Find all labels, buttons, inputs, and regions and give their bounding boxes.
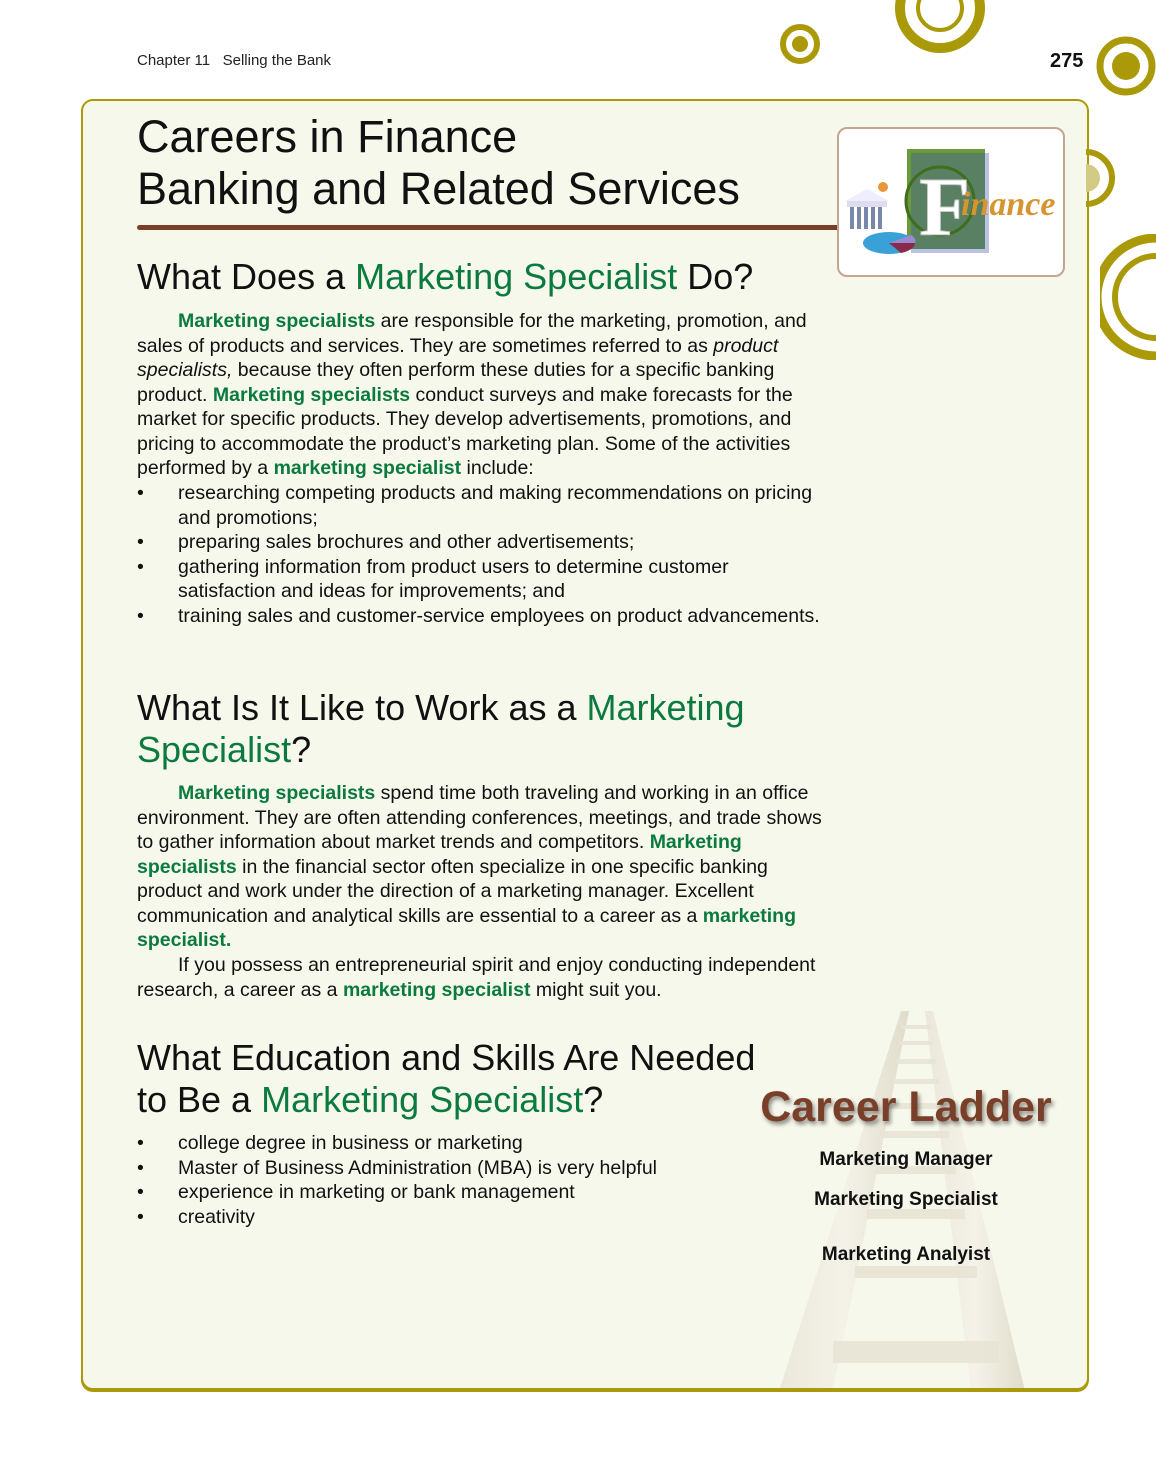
ladder-rung-manager: Marketing Manager <box>819 1149 993 1170</box>
list-item: • Master of Business Administration (MBA) is very helpful <box>137 1156 658 1179</box>
finance-logo-icon <box>845 143 1055 261</box>
list-item: • experience in marketing or bank management <box>137 1181 575 1203</box>
list-item: • gathering information from product users to determine customer satisfaction and ideas for improvements; and <box>137 555 729 602</box>
svg-text:inance: inance <box>961 186 1055 223</box>
finance-logo-box <box>837 127 1065 277</box>
list-item: • researching competing products and making recommendations on pricing and promotions; <box>137 482 813 529</box>
list-item: • preparing sales brochures and other advertisements; <box>137 531 635 553</box>
list-item: • creativity <box>137 1205 255 1228</box>
education-skills-list <box>137 1131 827 1229</box>
section1-paragraph: Marketing specialists are responsible for the marketing, promotion, and sales of products and services. They are sometimes referred to as product specialists, because they often perform these duties for a specific banking product. Marketing specialists conduct surveys and make forecasts for the market for specific products. They develop advertisements, promotions, and pricing to accommodate the product’s marketing plan. Some of the activities performed by a marketing specialist include: <box>137 310 807 479</box>
title-line-1: Careers in Finance <box>137 111 518 162</box>
career-ladder-title: Career Ladder <box>760 1083 1052 1131</box>
section2-paragraph-2: If you possess an entrepreneurial spirit and enjoy conducting independent research, a career as a marketing specialist might suit you. <box>137 954 816 1001</box>
section2-paragraph-1: Marketing specialists spend time both traveling and working in an office environment. They are often attending conferences, meetings, and trade shows to gather information about market trends and competitors. Marketing specialists in the financial sector often specialize in one specific banking product and work under the direction of a marketing manager. Excellent communication and analytical skills are essential to a career as a marketing specialist. <box>137 782 822 951</box>
decorative-ring-top-icon <box>892 0 988 60</box>
page-number: 275 <box>1050 50 1084 72</box>
list-item: • college degree in business or marketing <box>137 1132 523 1154</box>
section-heading-what-is-it-like: What Is It Like to Work as a Marketing Specialist? <box>137 687 745 770</box>
ladder-rung-analyst: Marketing Analyist <box>821 1244 991 1265</box>
decorative-half-circle-right-icon <box>1086 146 1126 210</box>
ladder-rung-specialist: Marketing Specialist <box>814 1189 998 1210</box>
running-head: Chapter 11 Selling the Bank <box>137 52 332 69</box>
svg-text:F: F <box>919 161 971 254</box>
section-heading-education: What Education and Skills Are Needed to Be a Marketing Specialist? <box>137 1037 756 1120</box>
feature-title <box>137 111 740 215</box>
section-heading-what-does: What Does a Marketing Specialist Do? <box>137 256 754 297</box>
list-item: • training sales and customer-service employees on product advancements. <box>137 604 820 627</box>
decorative-circle-small-icon <box>778 22 822 66</box>
activities-list <box>137 481 827 628</box>
decorative-circle-pagenum-icon <box>1092 34 1156 98</box>
title-rule-divider <box>137 225 841 230</box>
career-feature-panel <box>81 99 1089 1390</box>
decorative-arc-right-icon <box>1100 234 1156 360</box>
title-line-2: Banking and Related Services <box>137 163 740 214</box>
